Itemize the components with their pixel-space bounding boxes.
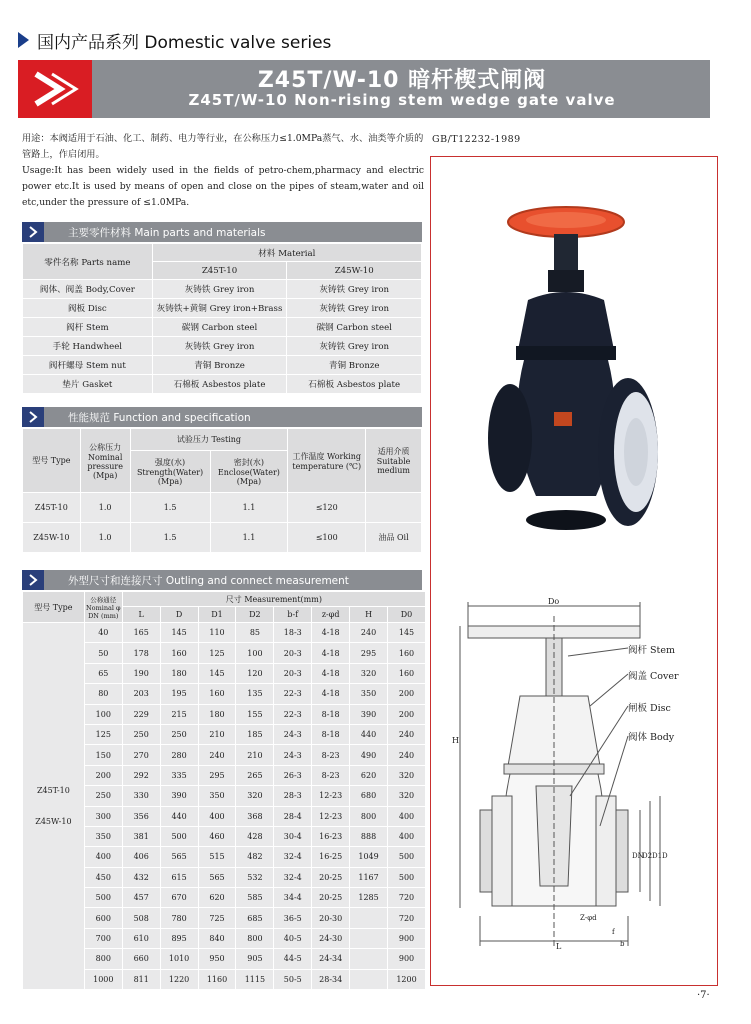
dimension-cell: 30-4 [274, 826, 312, 846]
dimension-cell: 330 [122, 786, 160, 806]
parts-row [23, 299, 422, 318]
dimension-cell: 320 [236, 786, 274, 806]
material-z45w-cell: 灰铸铁 Grey iron [287, 280, 422, 299]
dimension-cell: 440 [160, 806, 198, 826]
dimension-cell: 1220 [160, 969, 198, 989]
dimension-cell: 210 [198, 724, 236, 744]
dimension-cell: 65 [84, 663, 122, 683]
usage-cn: 用途：本阀适用于石油、化工、制药、电力等行业，在公称压力≤1.0MPa蒸气、水、油类等介质的管路上，作启闭用。 [22, 133, 424, 160]
parts-col-z45w: Z45W-10 [287, 262, 422, 280]
dimension-cell: 800 [236, 928, 274, 948]
dim-col-header: H [350, 607, 388, 623]
dimensions-table [22, 591, 426, 990]
dimension-cell: 150 [84, 745, 122, 765]
chevron-right-icon [22, 222, 44, 242]
dim-type-label: Z45T-10 [36, 786, 70, 796]
dimension-cell: 400 [84, 847, 122, 867]
drawing-label-body: 阀体 Body [628, 732, 675, 743]
dimension-cell: 180 [198, 704, 236, 724]
dimension-cell: 24-3 [274, 745, 312, 765]
dimension-cell: 16-25 [312, 847, 350, 867]
dimension-cell: 32-4 [274, 867, 312, 887]
material-z45t-cell: 灰铸铁 Grey iron [152, 337, 287, 356]
part-name-cell: 阀体、阀盖 Body,Cover [23, 280, 153, 299]
dimension-cell: 100 [84, 704, 122, 724]
page-number: ·7· [697, 990, 710, 1001]
dimension-cell: 600 [84, 908, 122, 928]
dimension-cell: 610 [122, 928, 160, 948]
dimension-cell: 1010 [160, 949, 198, 969]
dimension-cell: 500 [160, 826, 198, 846]
dimension-cell: 895 [160, 928, 198, 948]
dimension-cell: 120 [236, 663, 274, 683]
dimension-cell: 515 [198, 847, 236, 867]
series-text: 国内产品系列 Domestic valve series [37, 32, 332, 53]
material-z45w-cell: 碳钢 Carbon steel [287, 318, 422, 337]
dimension-cell: 203 [122, 684, 160, 704]
dimension-cell: 40-5 [274, 928, 312, 948]
dim-h-type: 型号 Type [23, 592, 85, 623]
dimension-cell: 620 [198, 888, 236, 908]
dimension-cell: 800 [350, 806, 388, 826]
dimension-cell: 500 [388, 867, 426, 887]
material-z45t-cell: 石棉板 Asbestos plate [152, 375, 287, 394]
dimension-cell: 240 [350, 623, 388, 643]
dimension-cell: 350 [350, 684, 388, 704]
dimension-cell: 20-25 [312, 888, 350, 908]
fn-h-enclose: 密封(水) Enclose(Water) (Mpa) [210, 451, 288, 493]
dimension-cell: 200 [388, 704, 426, 724]
dimension-cell: 100 [236, 643, 274, 663]
material-z45w-cell: 石棉板 Asbestos plate [287, 375, 422, 394]
parts-col-material: 材料 Material [152, 244, 421, 262]
dimension-cell: 670 [160, 888, 198, 908]
dimension-cell: 22-3 [274, 684, 312, 704]
dimension-cell: 50-5 [274, 969, 312, 989]
dimension-cell: 265 [236, 765, 274, 785]
function-cell-strength: 1.5 [130, 523, 210, 553]
function-cell-type: Z45W-10 [23, 523, 81, 553]
banner-red-block [18, 60, 92, 118]
dimension-cell: 350 [84, 826, 122, 846]
dimension-cell: 8-23 [312, 745, 350, 765]
section-bar-parts [22, 222, 422, 242]
dimension-cell: 500 [388, 847, 426, 867]
dimension-cell: 200 [388, 684, 426, 704]
function-cell-strength: 1.5 [130, 493, 210, 523]
dimension-cell: 4-18 [312, 623, 350, 643]
dimension-cell: 888 [350, 826, 388, 846]
dimension-cell: 320 [350, 663, 388, 683]
dimension-cell: 406 [122, 847, 160, 867]
dimension-cell: 950 [198, 949, 236, 969]
dimension-cell: 840 [198, 928, 236, 948]
dimension-cell: 24-34 [312, 949, 350, 969]
dimension-cell: 680 [350, 786, 388, 806]
dimension-cell: 185 [236, 724, 274, 744]
material-z45t-cell: 灰铸铁+黄铜 Grey iron+Brass [152, 299, 287, 318]
usage-en: Usage:It has been widely used in the fields of petro-chem,pharmacy and electric power etc.It is used by means of open and close on the pipes of steam,water and oil etc,under the pressure of ≤1.0MPa. [22, 165, 424, 208]
dimension-cell: 4-18 [312, 643, 350, 663]
dimension-cell: 900 [388, 928, 426, 948]
dimension-cell: 200 [84, 765, 122, 785]
part-name-cell: 阀杆螺母 Stem nut [23, 356, 153, 375]
dimension-cell: 160 [160, 643, 198, 663]
dim-col-header: D1 [198, 607, 236, 623]
dimension-cell: 20-3 [274, 663, 312, 683]
part-name-cell: 手轮 Handwheel [23, 337, 153, 356]
dim-col-header: L [122, 607, 160, 623]
dimension-cell: 270 [122, 745, 160, 765]
dim-label-f: f [612, 928, 615, 936]
chevron-right-icon [22, 570, 44, 590]
dimension-cell: 1160 [198, 969, 236, 989]
dim-h-measure: 尺寸 Measurement(mm) [122, 592, 425, 607]
dimension-cell: 34-4 [274, 888, 312, 908]
dimension-cell: 400 [388, 806, 426, 826]
dimension-cell: 660 [122, 949, 160, 969]
dimension-cell: 28-4 [274, 806, 312, 826]
fn-h-pressure: 公称压力 Nominal pressure (Mpa) [80, 429, 130, 493]
dimension-cell: 40 [84, 623, 122, 643]
dimension-cell: 155 [236, 704, 274, 724]
dimension-cell: 190 [122, 663, 160, 683]
drawing-label-disc: 闸板 Disc [628, 703, 671, 714]
dim-col-header: D [160, 607, 198, 623]
dimension-cell: 125 [198, 643, 236, 663]
dim-label-dn: DN [632, 852, 644, 860]
dimension-cell: 36-5 [274, 908, 312, 928]
dimension-cell: 292 [122, 765, 160, 785]
page-title-cn: Z45T/W-10 暗杆楔式闸阀 [257, 68, 547, 93]
parts-col-name: 零件名称 Parts name [23, 244, 153, 280]
dimension-cell: 532 [236, 867, 274, 887]
function-cell-medium: 油品 Oil [366, 523, 422, 553]
fn-h-type: 型号 Type [23, 429, 81, 493]
dimension-cell: 350 [198, 786, 236, 806]
dimension-cell: 160 [388, 643, 426, 663]
dim-col-header: D0 [388, 607, 426, 623]
dimension-cell [350, 949, 388, 969]
dimension-cell: 240 [388, 745, 426, 765]
triangle-bullet-icon [18, 32, 29, 48]
dimension-cell: 8-18 [312, 724, 350, 744]
dimension-cell: 432 [122, 867, 160, 887]
dimension-cell: 565 [160, 847, 198, 867]
dimension-cell: 50 [84, 643, 122, 663]
dimension-cell: 482 [236, 847, 274, 867]
parts-table [22, 243, 422, 394]
dimension-cell: 250 [122, 724, 160, 744]
dimension-cell: 335 [160, 765, 198, 785]
function-cell-medium [366, 493, 422, 523]
dim-label-b: b [620, 940, 625, 948]
dimension-cell: 780 [160, 908, 198, 928]
dimension-cell: 1167 [350, 867, 388, 887]
dimension-cell: 400 [388, 826, 426, 846]
fn-h-strength: 强度(水) Strength(Water) (Mpa) [130, 451, 210, 493]
part-name-cell: 阀板 Disc [23, 299, 153, 318]
dimension-cell: 685 [236, 908, 274, 928]
part-name-cell: 阀杆 Stem [23, 318, 153, 337]
material-z45t-cell: 青铜 Bronze [152, 356, 287, 375]
dimension-cell: 160 [198, 684, 236, 704]
dim-col-header: D2 [236, 607, 274, 623]
section-bar-dimensions [22, 570, 422, 590]
dimension-cell: 615 [160, 867, 198, 887]
dimension-cell: 125 [84, 724, 122, 744]
dimension-cell: 135 [236, 684, 274, 704]
dimension-cell: 500 [84, 888, 122, 908]
dimension-cell: 900 [388, 949, 426, 969]
dim-label-d: D [662, 852, 668, 860]
dimension-cell: 22-3 [274, 704, 312, 724]
dimension-cell: 178 [122, 643, 160, 663]
dimension-cell: 390 [350, 704, 388, 724]
function-row [23, 523, 422, 553]
dimension-cell: 620 [350, 765, 388, 785]
dimension-cell: 508 [122, 908, 160, 928]
dimension-cell: 240 [388, 724, 426, 744]
dim-label-d2: D2 [642, 852, 653, 860]
section-title-function: 性能规范 Function and specification [68, 411, 251, 424]
dim-label-h: H [452, 736, 459, 745]
fn-h-medium: 适用介质 Suitable medium [366, 429, 422, 493]
dimension-cell: 26-3 [274, 765, 312, 785]
dimension-cell: 295 [350, 643, 388, 663]
dimension-cell: 450 [84, 867, 122, 887]
dimension-cell: 180 [160, 663, 198, 683]
dimension-cell: 28-34 [312, 969, 350, 989]
function-cell-enclose: 1.1 [210, 493, 288, 523]
dimension-cell: 725 [198, 908, 236, 928]
dimension-cell: 12-23 [312, 786, 350, 806]
dimension-cell: 4-18 [312, 684, 350, 704]
dimension-cell: 428 [236, 826, 274, 846]
standard-code: GB/T12232-1989 [432, 134, 521, 145]
dimension-cell: 457 [122, 888, 160, 908]
material-z45t-cell: 灰铸铁 Grey iron [152, 280, 287, 299]
dimension-cell: 12-23 [312, 806, 350, 826]
dimension-cell: 145 [198, 663, 236, 683]
dimension-cell: 1200 [388, 969, 426, 989]
dimension-cell: 720 [388, 908, 426, 928]
dim-col-header: b-f [274, 607, 312, 623]
material-z45w-cell: 灰铸铁 Grey iron [287, 337, 422, 356]
dimension-cell: 110 [198, 623, 236, 643]
dimension-cell: 16-23 [312, 826, 350, 846]
dimension-cell: 4-18 [312, 663, 350, 683]
dimension-cell: 210 [236, 745, 274, 765]
dim-type-label: Z45W-10 [35, 817, 72, 827]
section-bar-function [22, 407, 422, 427]
dimension-cell: 400 [198, 806, 236, 826]
dim-type-cell [23, 623, 85, 990]
usage-text [22, 131, 424, 211]
function-cell-type: Z45T-10 [23, 493, 81, 523]
dimension-cell: 240 [198, 745, 236, 765]
function-table [22, 428, 422, 553]
section-title-dimensions: 外型尺寸和连接尺寸 Outling and connect measurement [68, 574, 349, 587]
dimension-cell: 440 [350, 724, 388, 744]
dimension-cell: 229 [122, 704, 160, 724]
valve-photo [476, 200, 672, 540]
dim-label-l: L [556, 942, 562, 951]
dim-label-d0: Do [548, 597, 560, 606]
dimension-cell: 28-3 [274, 786, 312, 806]
function-cell-pn: 1.0 [80, 523, 130, 553]
dimension-cell: 250 [160, 724, 198, 744]
dimension-cell: 368 [236, 806, 274, 826]
dimension-cell: 1115 [236, 969, 274, 989]
dimension-cell: 720 [388, 888, 426, 908]
parts-row [23, 318, 422, 337]
dimension-cell: 20-3 [274, 643, 312, 663]
fn-h-temp: 工作温度 Working temperature (℃) [288, 429, 366, 493]
double-chevron-icon [30, 68, 80, 110]
parts-row [23, 356, 422, 375]
dimension-cell: 490 [350, 745, 388, 765]
dimension-cell: 320 [388, 765, 426, 785]
dim-h-dn: 公称通径 Nominal φ DN (mm) [84, 592, 122, 623]
parts-row [23, 337, 422, 356]
dimension-cell: 381 [122, 826, 160, 846]
dimension-cell: 20-25 [312, 867, 350, 887]
dimension-cell: 24-30 [312, 928, 350, 948]
page-title-en: Z45T/W-10 Non-rising stem wedge gate valve [188, 91, 616, 109]
dimension-cell: 390 [160, 786, 198, 806]
dim-label-zd: Z-φd [580, 914, 597, 922]
dimension-cell: 280 [160, 745, 198, 765]
section-title-parts: 主要零件材料 Main parts and materials [68, 226, 266, 239]
dimension-cell: 80 [84, 684, 122, 704]
dimension-cell [350, 969, 388, 989]
dimension-cell: 700 [84, 928, 122, 948]
dimension-cell: 20-30 [312, 908, 350, 928]
dimension-cell: 356 [122, 806, 160, 826]
parts-col-z45t: Z45T-10 [152, 262, 287, 280]
parts-row [23, 375, 422, 394]
dimension-cell: 585 [236, 888, 274, 908]
function-cell-temp: ≤100 [288, 523, 366, 553]
dimension-cell: 811 [122, 969, 160, 989]
dimension-cell: 44-5 [274, 949, 312, 969]
dimension-cell: 295 [198, 765, 236, 785]
dimension-cell: 565 [198, 867, 236, 887]
dimension-cell: 145 [160, 623, 198, 643]
material-z45w-cell: 青铜 Bronze [287, 356, 422, 375]
dimension-row [23, 623, 426, 643]
fn-h-testing: 试验压力 Testing [130, 429, 288, 451]
material-z45t-cell: 碳钢 Carbon steel [152, 318, 287, 337]
dimension-cell: 1049 [350, 847, 388, 867]
function-cell-temp: ≤120 [288, 493, 366, 523]
dimension-cell: 1000 [84, 969, 122, 989]
drawing-label-cover: 阀盖 Cover [628, 671, 679, 682]
series-heading [18, 26, 331, 54]
dimension-cell: 800 [84, 949, 122, 969]
dimension-cell: 85 [236, 623, 274, 643]
dimension-cell: 300 [84, 806, 122, 826]
dimension-cell: 8-23 [312, 765, 350, 785]
function-cell-pn: 1.0 [80, 493, 130, 523]
dimension-cell: 8-18 [312, 704, 350, 724]
dimension-cell: 460 [198, 826, 236, 846]
dimension-cell: 32-4 [274, 847, 312, 867]
dimension-cell: 18-3 [274, 623, 312, 643]
dimension-cell: 905 [236, 949, 274, 969]
chevron-right-icon [22, 407, 44, 427]
dimension-cell: 24-3 [274, 724, 312, 744]
dimension-cell: 320 [388, 786, 426, 806]
dimension-cell: 160 [388, 663, 426, 683]
dimension-cell: 165 [122, 623, 160, 643]
dim-col-header: z-φd [312, 607, 350, 623]
material-z45w-cell: 灰铸铁 Grey iron [287, 299, 422, 318]
dimension-cell: 250 [84, 786, 122, 806]
dimension-cell: 1285 [350, 888, 388, 908]
parts-row [23, 280, 422, 299]
dimension-cell [350, 908, 388, 928]
dimension-cell [350, 928, 388, 948]
dimension-cell: 195 [160, 684, 198, 704]
dim-label-d1: D1 [652, 852, 663, 860]
drawing-label-stem: 阀杆 Stem [628, 645, 675, 656]
dimension-cell: 145 [388, 623, 426, 643]
dimension-cell: 215 [160, 704, 198, 724]
part-name-cell: 垫片 Gasket [23, 375, 153, 394]
function-row [23, 493, 422, 523]
function-cell-enclose: 1.1 [210, 523, 288, 553]
